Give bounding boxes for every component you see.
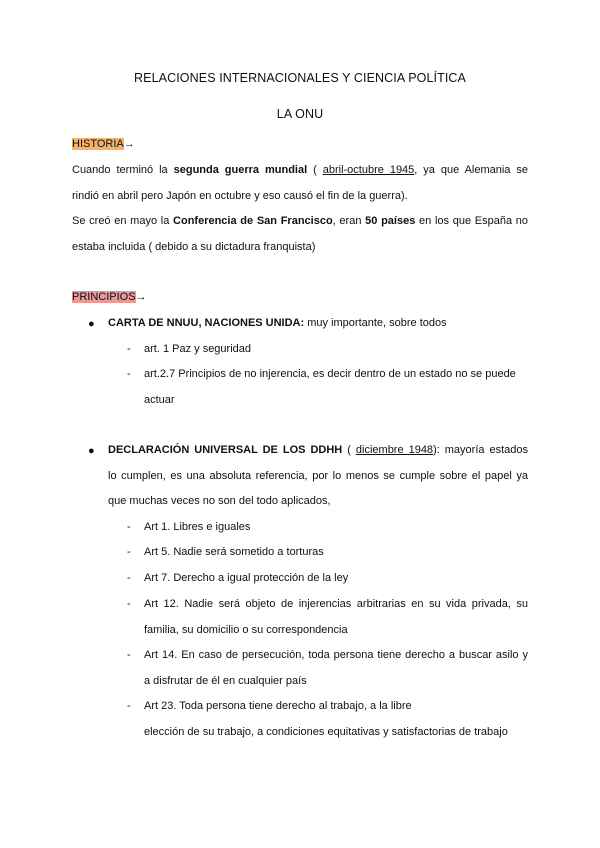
declaracion-line3: que muchas veces no son del todo aplicados, xyxy=(108,495,331,507)
art14-line1: Art 14. En caso de persecución, toda persona tiene derecho a buscar asilo y xyxy=(144,649,528,661)
bold-run: 50 países xyxy=(365,215,416,227)
carta-title: CARTA DE NNUU, NACIONES UNIDA: xyxy=(108,317,305,329)
text-run: Cuando terminó la xyxy=(72,164,174,176)
declaracion-item-art1: Art 1. Libres e iguales xyxy=(144,521,251,533)
carta-bullet-text xyxy=(108,311,528,337)
art12-line1: Art 12. Nadie será objeto de injerencias arbitrarias en su vida privada, su xyxy=(144,598,528,610)
historia-paragraph-2 xyxy=(72,209,528,260)
underlined-date: abril-octubre 1945 xyxy=(322,164,415,176)
historia-p1-line2: rindió en abril pero Japón en octubre y eso causó el fin de la guerra). xyxy=(72,189,408,202)
carta-item-2-line1: art.2.7 Principios de no injerencia, es decir dentro de un estado no se puede xyxy=(144,368,516,380)
dash-marker: - xyxy=(127,521,131,533)
historia-heading xyxy=(72,138,135,150)
underlined-date: diciembre 1948 xyxy=(355,444,434,456)
text-run: en los que España no xyxy=(415,215,528,227)
text-run: , ya que Alemania se xyxy=(414,164,528,176)
bold-run: Conferencia de San Francisco xyxy=(173,215,333,227)
declaracion-bullet-text xyxy=(108,438,528,515)
text-run: ): mayoría estados xyxy=(433,444,529,456)
carta-description: muy importante, sobre todos xyxy=(304,317,447,329)
principios-heading-label: PRINCIPIOS xyxy=(72,291,136,303)
dash-marker: - xyxy=(127,546,131,558)
carta-item-1: art. 1 Paz y seguridad xyxy=(144,343,252,355)
dash-marker: - xyxy=(127,649,131,661)
declaracion-item-art5: Art 5. Nadie será sometido a torturas xyxy=(144,546,324,558)
historia-p2-line2: estaba incluida ( debido a su dictadura franquista) xyxy=(72,240,316,253)
principios-arrow: → xyxy=(135,291,147,303)
dash-marker: - xyxy=(127,368,131,380)
art23-line2: elección de su trabajo, a condiciones equitativas y satisfactorias de trabajo xyxy=(144,725,508,738)
carta-item-2-line2: actuar xyxy=(144,393,175,406)
dash-marker: - xyxy=(127,700,131,712)
art12-line2: familia, su domicilio o su correspondencia xyxy=(144,623,348,636)
text-run: ( xyxy=(307,164,323,176)
declaracion-item-art23 xyxy=(144,694,528,745)
principios-heading xyxy=(72,291,147,303)
bullet-icon: ● xyxy=(88,318,95,330)
text-run: ( xyxy=(342,444,356,456)
historia-arrow: → xyxy=(123,138,135,150)
historia-p2-line1 xyxy=(72,209,528,235)
declaracion-title: DECLARACIÓN UNIVERSAL DE LOS DDHH xyxy=(108,444,343,456)
historia-paragraph-1 xyxy=(72,158,528,209)
historia-heading-label: HISTORIA xyxy=(72,138,124,150)
text-run: Se creó en mayo la xyxy=(72,215,174,227)
declaracion-item-art12 xyxy=(144,592,528,643)
text-run: , eran xyxy=(332,215,366,227)
historia-p1-line1 xyxy=(72,158,528,184)
dash-marker: - xyxy=(127,343,131,355)
dash-marker: - xyxy=(127,572,131,584)
declaracion-item-art7: Art 7. Derecho a igual protección de la ley xyxy=(144,572,349,584)
bullet-icon: ● xyxy=(88,445,95,457)
declaracion-line1 xyxy=(108,438,528,464)
art23-line1: Art 23. Toda persona tiene derecho al trabajo, a la libre xyxy=(144,700,412,712)
document-subtitle: LA ONU xyxy=(276,107,324,121)
declaracion-line2: lo cumplen, es una absoluta referencia, por lo menos se cumple sobre el papel ya xyxy=(108,469,528,482)
bold-run: segunda guerra mundial xyxy=(173,164,308,176)
document-title: RELACIONES INTERNACIONALES Y CIENCIA POLÍTICA xyxy=(134,71,466,85)
art14-line2: a disfrutar de él en cualquier país xyxy=(144,674,307,687)
declaracion-item-art14 xyxy=(144,643,528,694)
carta-item-2 xyxy=(144,362,528,413)
dash-marker: - xyxy=(127,598,131,610)
